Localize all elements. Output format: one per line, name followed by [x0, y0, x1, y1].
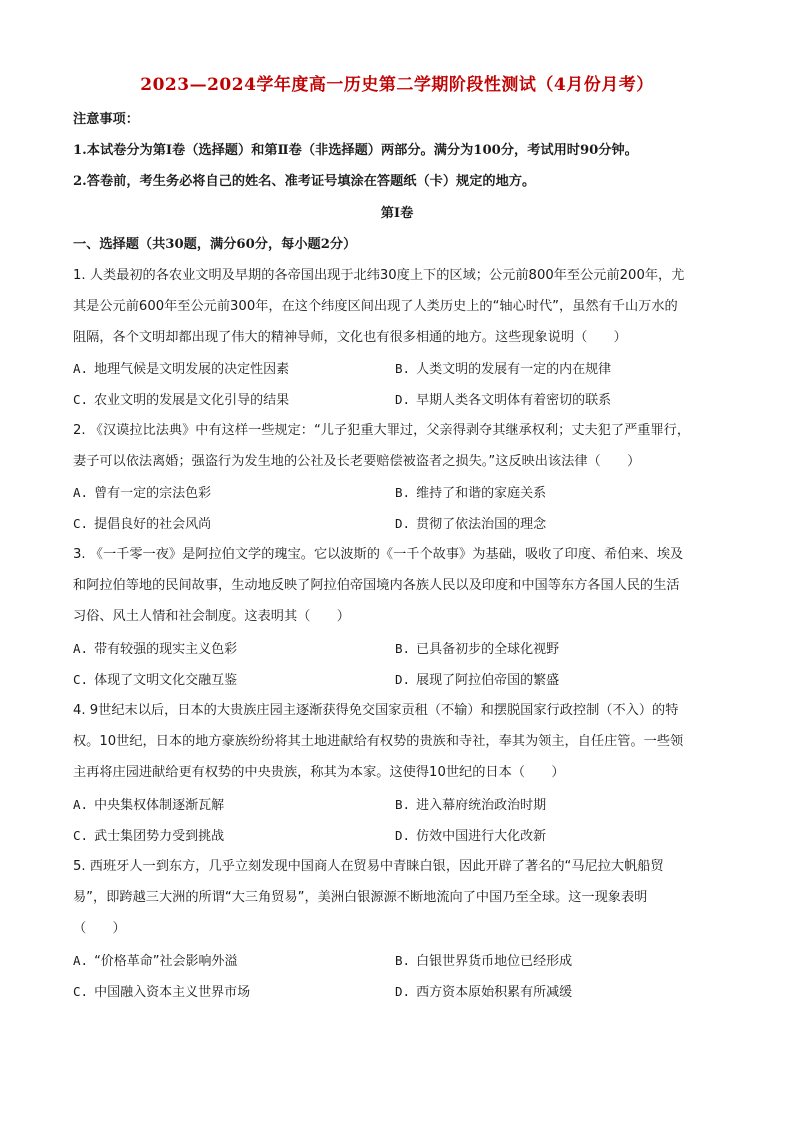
option-label: B. [395, 797, 411, 812]
question-3-option-c[interactable] [73, 671, 237, 690]
option-label: A. [73, 641, 89, 656]
option-label: D. [395, 672, 411, 687]
question-1-line-3: 阻隔，各个文明却都出现了伟大的精神导师，文化也有很多相通的地方。这些现象说明（ ） [73, 330, 627, 345]
question-4-line-1: 4. 9世纪末以后，日本的大贵族庄园主逐渐获得免交国家贡租（不输）和摆脱国家行政控制（不入）的特 [73, 703, 679, 718]
option-label: C. [73, 672, 89, 687]
notes-heading: 注意事项： [73, 112, 139, 127]
notes-item-1: 1.本试卷分为第Ⅰ卷（选择题）和第Ⅱ卷（非选择题）两部分。满分为100分，考试用时90分钟。 [73, 143, 638, 158]
question-1-option-c[interactable] [73, 391, 289, 410]
option-label: B. [395, 953, 411, 968]
option-label: B. [395, 485, 411, 500]
question-4-line-2: 权。10世纪，日本的地方豪族纷纷将其土地进献给有权势的贵族和寺社，奉其为领主，自任庄管。一些领 [73, 734, 684, 749]
option-label: C. [73, 516, 89, 531]
option-label: A. [73, 361, 89, 376]
option-label: A. [73, 485, 89, 500]
option-label: D. [395, 828, 411, 843]
question-3-line-2: 和阿拉伯等地的民间故事，生动地反映了阿拉伯帝国境内各族人民以及印度和中国等东方各国人民的生活 [73, 578, 680, 593]
question-1-option-b[interactable] [395, 360, 611, 379]
question-5-option-c[interactable] [73, 983, 250, 1002]
option-label: D. [395, 984, 411, 999]
option-label: C. [73, 984, 89, 999]
question-4-option-c[interactable] [73, 827, 224, 846]
notes-item-2: 2.答卷前，考生务必将自己的姓名、准考证号填涂在答题纸（卡）规定的地方。 [73, 174, 536, 189]
question-5-option-d[interactable] [395, 983, 572, 1002]
option-text: “价格革命”社会影响外溢 [94, 954, 238, 969]
question-1-option-d[interactable] [395, 391, 611, 410]
question-2-option-a[interactable] [73, 484, 211, 503]
option-text: 白银世界货币地位已经形成 [416, 954, 573, 969]
option-label: B. [395, 361, 411, 376]
section-title: 一、选择题（共30题，满分60分，每小题2分） [73, 237, 357, 252]
option-label: B. [395, 641, 411, 656]
volume-title: 第Ⅰ卷 [380, 206, 414, 221]
option-label: C. [73, 392, 89, 407]
question-2-line-1: 2. 《汉谟拉比法典》中有这样一些规定：“儿子犯重大罪过，父亲得剥夺其继承权利；丈夫犯了严重罪行， [73, 423, 691, 438]
option-text: 人类文明的发展有一定的内在规律 [416, 362, 612, 377]
question-2-line-2: 妻子可以依法离婚；强盗行为发生地的公社及长老要赔偿被盗者之损失。”这反映出该法律（ ） [73, 454, 641, 469]
option-text: 体现了文明文化交融互鉴 [94, 673, 238, 688]
option-label: D. [395, 392, 411, 407]
question-2-option-c[interactable] [73, 515, 211, 534]
question-5-line-3: （ ） [73, 921, 126, 936]
option-text: 提倡良好的社会风尚 [94, 517, 212, 532]
question-5-line-2: 易”，即跨越三大洲的所谓“大三角贸易”，美洲白银源源不断地流向了中国乃至全球。这一现象表明 [73, 890, 648, 905]
option-label: A. [73, 797, 89, 812]
option-text: 中央集权体制逐渐瓦解 [94, 798, 225, 813]
question-5-option-a[interactable] [73, 952, 238, 971]
question-1-line-1: 1. 人类最初的各农业文明及早期的各帝国出现于北纬30度上下的区域；公元前800年至公元前200年，尤 [73, 268, 685, 283]
question-3-line-3: 习俗、风土人情和社会制度。这表明其（ ） [73, 609, 350, 624]
question-5-line-1: 5. 西班牙人一到东方，几乎立刻发现中国商人在贸易中青睐白银，因此开辟了著名的“马尼拉大帆船贸 [73, 859, 664, 874]
option-text: 曾有一定的宗法色彩 [94, 486, 212, 501]
question-4-option-a[interactable] [73, 796, 224, 815]
option-text: 武士集团势力受到挑战 [94, 829, 225, 844]
option-text: 早期人类各文明体有着密切的联系 [416, 393, 612, 408]
question-1-option-a[interactable] [73, 360, 289, 379]
option-text: 维持了和谐的家庭关系 [416, 486, 547, 501]
option-text: 地理气候是文明发展的决定性因素 [94, 362, 290, 377]
question-4-line-3: 主再将庄园进献给更有权势的中央贵族，称其为本家。这使得10世纪的日本（ ） [73, 765, 565, 780]
option-text: 中国融入资本主义世界市场 [94, 985, 251, 1000]
question-2-option-b[interactable] [395, 484, 546, 503]
question-5-option-b[interactable] [395, 952, 572, 971]
option-text: 贯彻了依法治国的理念 [416, 517, 547, 532]
question-3-line-1: 3. 《一千零一夜》是阿拉伯文学的瑰宝。它以波斯的《一千个故事》为基础，吸收了印度、希伯来、埃及 [73, 547, 684, 562]
question-3-option-d[interactable] [395, 671, 559, 690]
question-4-option-d[interactable] [395, 827, 546, 846]
option-label: C. [73, 828, 89, 843]
option-text: 展现了阿拉伯帝国的繁盛 [416, 673, 560, 688]
option-label: D. [395, 516, 411, 531]
question-3-option-b[interactable] [395, 640, 559, 659]
option-text: 仿效中国进行大化改新 [416, 829, 547, 844]
option-text: 农业文明的发展是文化引导的结果 [94, 393, 290, 408]
question-1-line-2: 其是公元前600年至公元前300年，在这个纬度区间出现了人类历史上的“轴心时代”，虽然有千山万水的 [73, 299, 678, 314]
option-text: 西方资本原始积累有所减缓 [416, 985, 573, 1000]
option-text: 进入幕府统治政治时期 [416, 798, 547, 813]
option-text: 已具备初步的全球化视野 [416, 642, 560, 657]
option-text: 带有较强的现实主义色彩 [94, 642, 238, 657]
exam-title: 2023—2024学年度高一历史第二学期阶段性测试（4月份月考） [140, 75, 654, 95]
question-4-option-b[interactable] [395, 796, 546, 815]
question-3-option-a[interactable] [73, 640, 237, 659]
question-2-option-d[interactable] [395, 515, 546, 534]
option-label: A. [73, 953, 89, 968]
